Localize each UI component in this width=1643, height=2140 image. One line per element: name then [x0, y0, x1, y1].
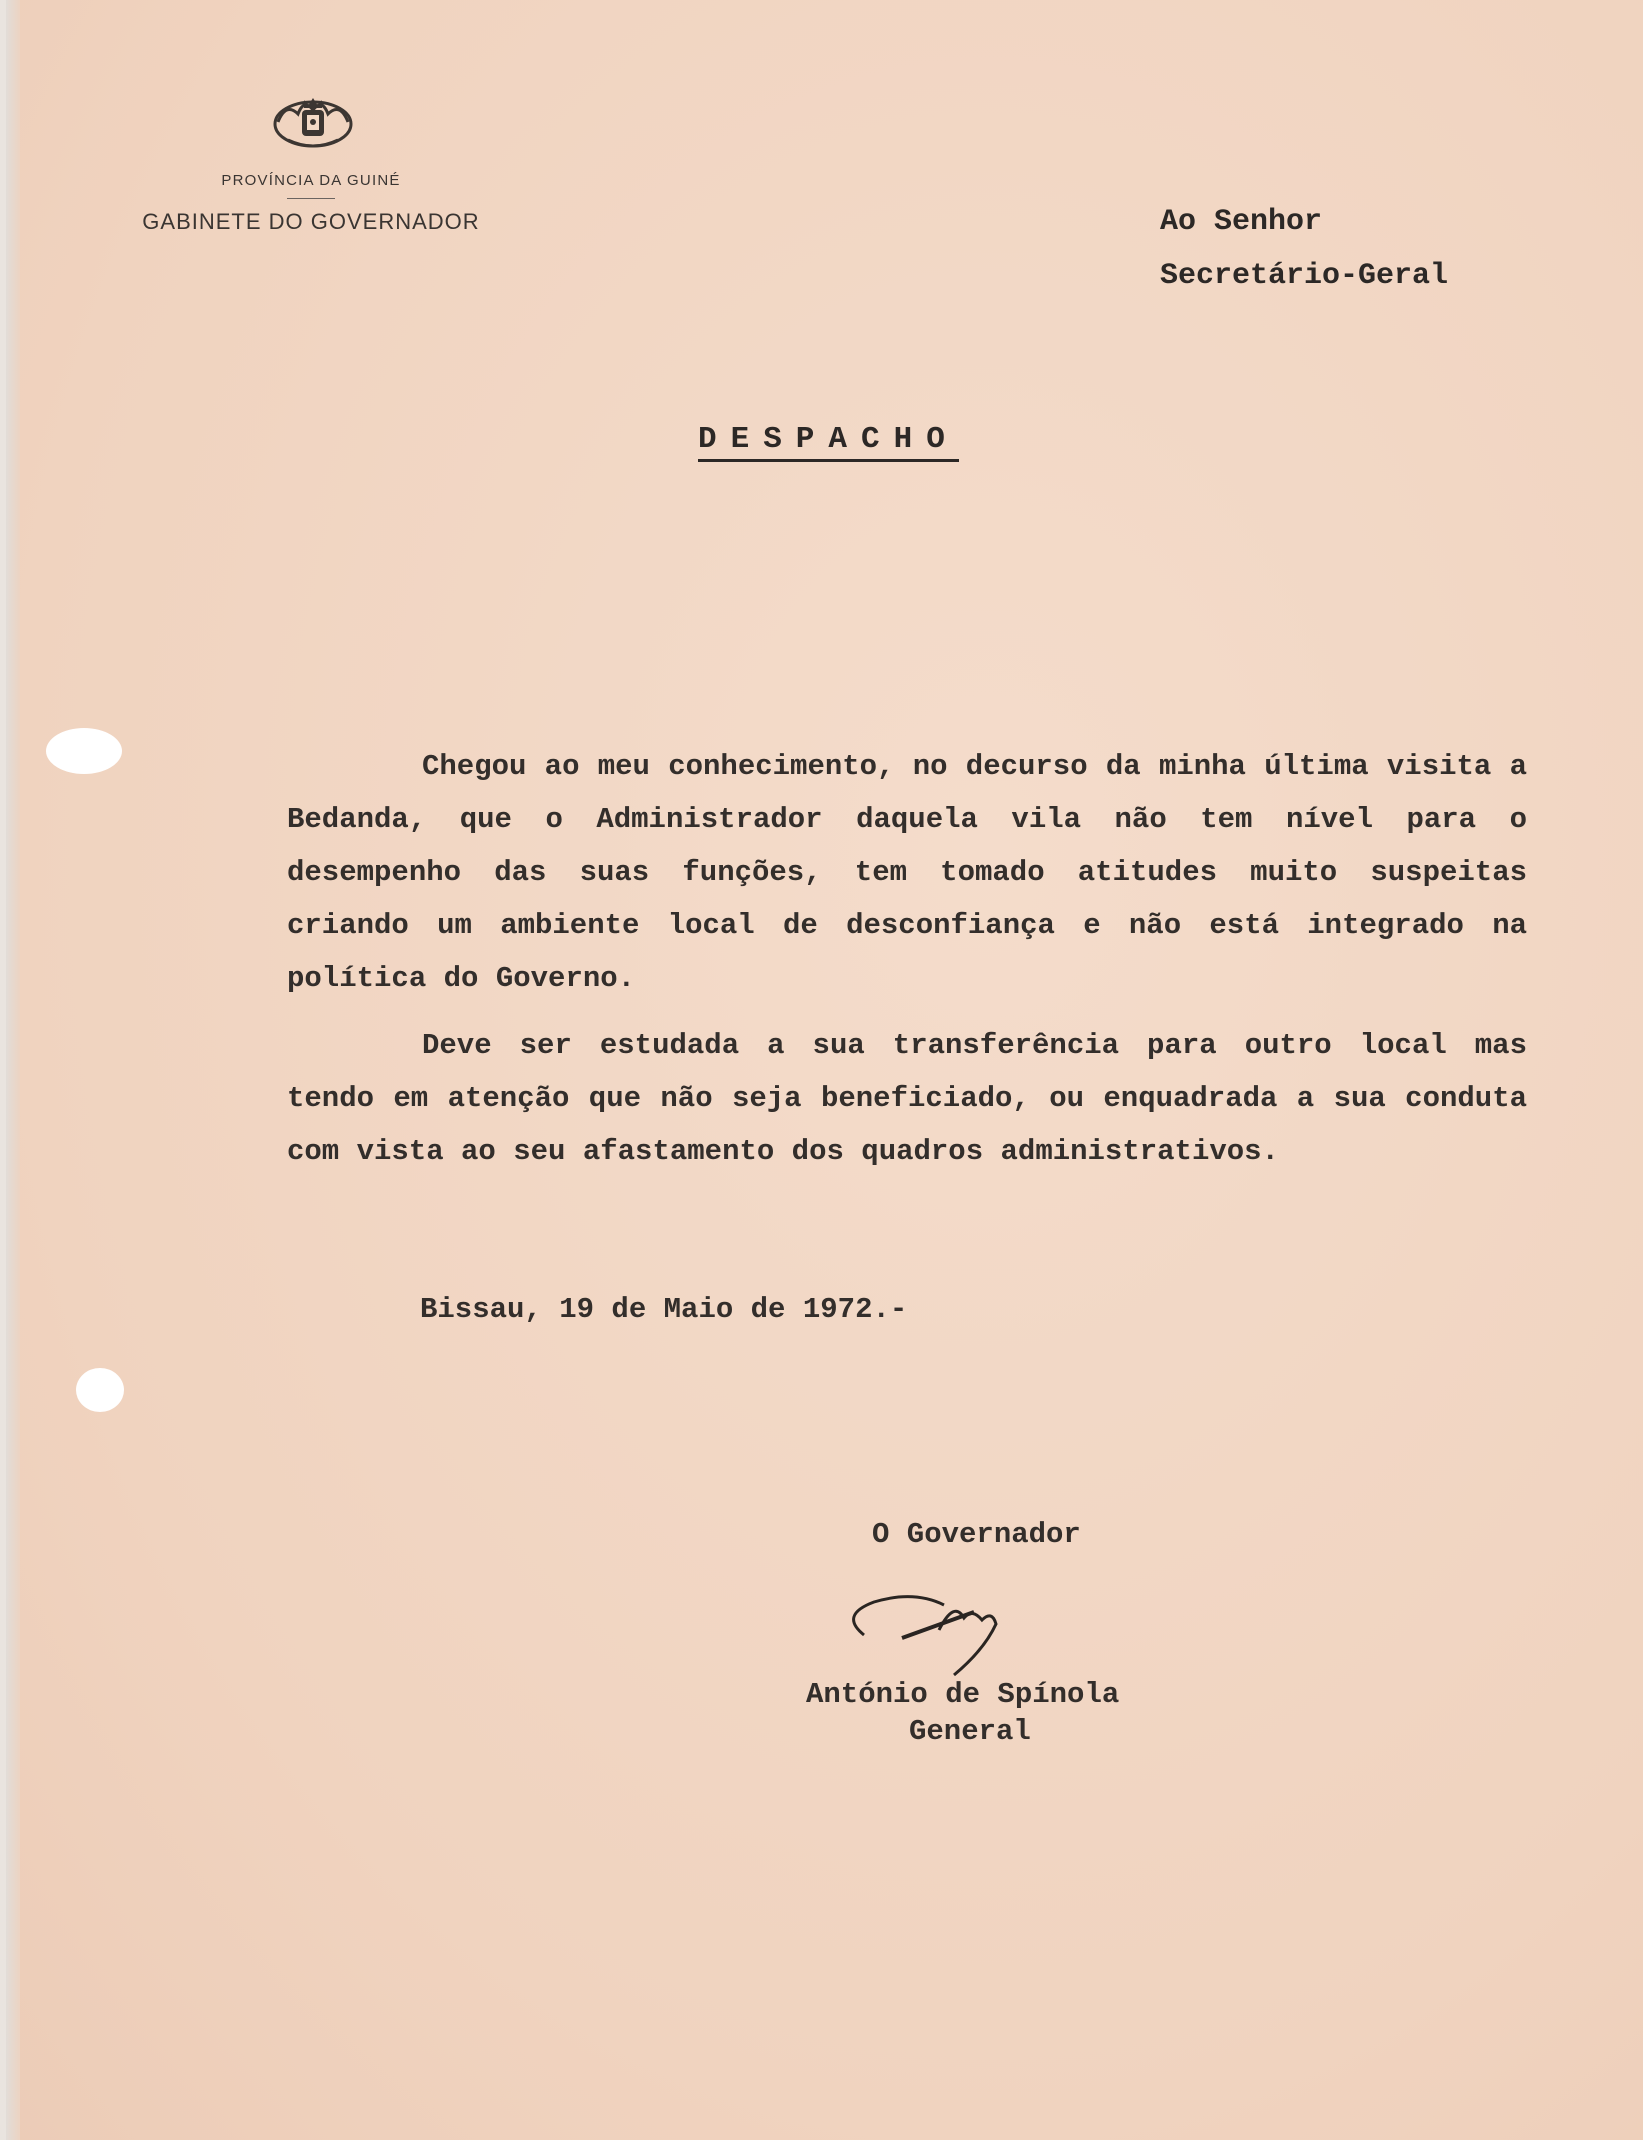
coat-of-arms-icon — [268, 88, 358, 154]
document-body — [287, 740, 1527, 1192]
document-page — [6, 0, 1643, 2140]
letterhead — [116, 172, 506, 235]
punch-hole-top — [46, 728, 122, 774]
body-paragraph-1: Chegou ao meu conhecimento, no decurso da minha última visita a Bedanda, que o Administrador daquela vila não tem nível para o desempenho das suas funções, tem tomado atitudes muito suspeitas criando um ambiente local de desconfiança e não está integrado na política do Governo. — [287, 750, 1527, 995]
addressee-line-2: Secretário-Geral — [1160, 259, 1449, 293]
signer-block — [806, 1676, 1186, 1750]
addressee-line-1: Ao Senhor — [1160, 205, 1323, 239]
signer-rank: General — [909, 1715, 1031, 1748]
punch-hole-bottom — [76, 1368, 124, 1412]
province-name: PROVÍNCIA DA GUINÉ — [221, 172, 401, 189]
signer-name: António de Spínola — [806, 1678, 1120, 1711]
page-edge — [6, 0, 20, 2140]
addressee — [1160, 195, 1448, 303]
document-title: DESPACHO — [698, 422, 959, 462]
body-paragraph-2: Deve ser estudada a sua transferência para outro local mas tendo em atenção que não seja beneficiado, ou enquadrada a sua conduta com vista ao seu afastamento dos quadros administrativos. — [287, 1029, 1527, 1168]
handwritten-signature — [834, 1560, 1034, 1690]
cabinet-name: GABINETE DO GOVERNADOR — [142, 209, 480, 234]
letterhead-divider — [287, 198, 335, 199]
document-date: Bissau, 19 de Maio de 1972.- — [420, 1293, 908, 1326]
signatory-title: O Governador — [872, 1518, 1081, 1551]
